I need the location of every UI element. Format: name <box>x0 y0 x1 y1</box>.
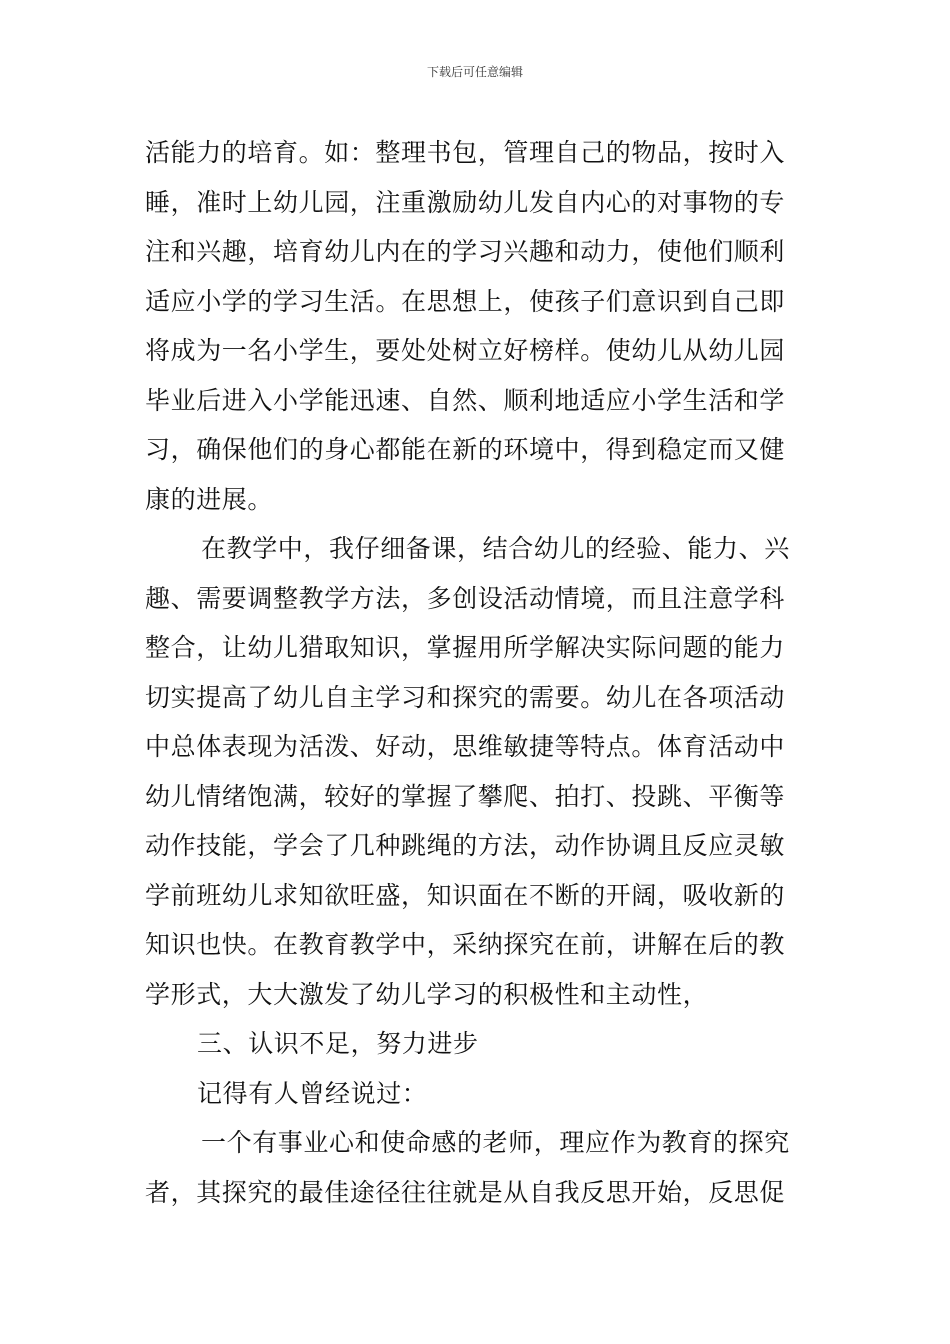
text-line: 注和兴趣，培育幼儿内在的学习兴趣和动力，使他们顺利 <box>145 237 786 266</box>
text-line: 睡，准时上幼儿园，注重激励幼儿发自内心的对事物的专 <box>145 187 786 217</box>
text-line: 切实提高了幼儿自主学习和探究的需要。幼儿在各项活动 <box>145 682 786 712</box>
text-line: 将成为一名小学生，要处处树立好榜样。使幼儿从幼儿园 <box>145 336 786 365</box>
text-line: 适应小学的学习生活。在思想上，使孩子们意识到自己即 <box>145 286 786 316</box>
text-line: 学前班幼儿求知欲旺盛，知识面在不断的开阔，吸收新的 <box>145 880 786 910</box>
text-line: 知识也快。在教育教学中，采纳探究在前，讲解在后的教 <box>145 930 786 959</box>
section-heading: 三、认识不足，努力进步 <box>197 1029 479 1058</box>
text-line: 习，确保他们的身心都能在新的环境中，得到稳定而又健 <box>145 435 786 464</box>
paragraph-first-line: 一个有事业心和使命感的老师，理应作为教育的探究 <box>201 1128 790 1157</box>
text-line: 康的进展。 <box>145 484 274 514</box>
page-header: 下载后可任意编辑 <box>426 65 523 79</box>
text-line: 幼儿情绪饱满，较好的掌握了攀爬、拍打、投跳、平衡等 <box>145 781 786 811</box>
text-line: 毕业后进入小学能迅速、自然、顺利地适应小学生活和学 <box>145 385 786 415</box>
text-line: 中总体表现为活泼、好动，思维敏捷等特点。体育活动中 <box>145 732 786 761</box>
text-line: 整合，让幼儿猎取知识，掌握用所学解决实际问题的能力 <box>145 633 786 662</box>
text-line: 趣、需要调整教学方法，多创设活动情境，而且注意学科 <box>145 583 786 613</box>
text-line: 学形式，大大激发了幼儿学习的积极性和主动性， <box>145 979 709 1009</box>
document-body <box>145 128 810 1217</box>
text-line: 活能力的培育。如：整理书包，管理自己的物品，按时入 <box>145 138 786 167</box>
text-line: 动作技能，学会了几种跳绳的方法，动作协调且反应灵敏 <box>145 831 786 860</box>
paragraph-first-line: 记得有人曾经说过： <box>197 1078 428 1108</box>
text-line: 者，其探究的最佳途径往往就是从自我反思开始，反思促 <box>145 1177 786 1207</box>
paragraph-first-line: 在教学中，我仔细备课，结合幼儿的经验、能力、兴 <box>201 534 790 563</box>
